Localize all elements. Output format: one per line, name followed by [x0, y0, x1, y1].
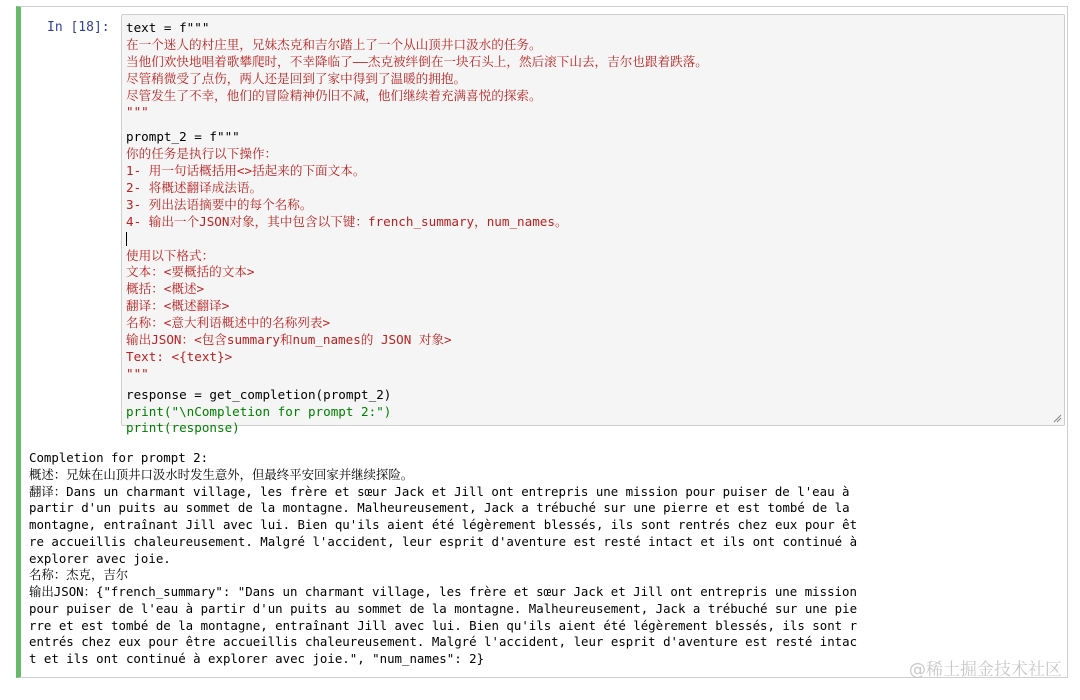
code-line-text: prompt_2 = f""": [126, 129, 240, 145]
code-line: [126, 420, 708, 437]
code-line-text: print("\nCompletion for prompt 2:"): [126, 403, 392, 419]
output-line: re accueillis chaleureusement. Malgré l'accident, leur esprit d'aventure est resté intact et ils ont continué à: [29, 533, 858, 549]
code-line-text: 翻译：<概述翻译>: [126, 298, 230, 314]
code-line: [126, 315, 708, 332]
output-line: entrés chez eux pour être accueillis chaleureusement. Malgré l'accident, leur esprit d'aventure est resté intac: [29, 634, 858, 650]
output-line: Completion for prompt 2:: [29, 450, 209, 465]
output-line: explorer avec joie.: [29, 550, 171, 566]
code-line: [126, 264, 708, 281]
code-line-text: 在一个迷人的村庄里，兄妹杰克和吉尔踏上了一个从山顶井口汲水的任务。: [126, 36, 542, 52]
code-line-text: 输出JSON：<包含summary和num_names的 JSON 对象>: [126, 332, 452, 348]
code-line: [126, 332, 708, 349]
code-line-text: 使用以下格式：: [126, 247, 215, 263]
output-line: 输出JSON：{"french_summary": "Dans un charmant village, les frère et sœur Jack et Jill ont entrepris une mission: [29, 584, 857, 599]
code-editor[interactable]: [121, 14, 1065, 436]
cell-output: [29, 450, 857, 668]
code-line-text: text = f""": [126, 20, 210, 35]
code-line: [126, 37, 708, 54]
code-line-text: """: [126, 104, 149, 120]
output-line: 概述：兄妹在山顶井口汲水时发生意外，但最终平安回家并继续探险。: [29, 466, 414, 482]
output-line: rre et est tombé de la montagne, entraînant Jill avec lui. Bien qu'ils aient été légèrement blessés, ils sont r: [29, 617, 858, 633]
code-line: [126, 366, 708, 383]
code-line: [126, 104, 708, 121]
code-line-text: 你的任务是执行以下操作：: [126, 146, 278, 162]
notebook-cell[interactable]: [16, 6, 1068, 678]
output-line: partir d'un puits au sommet de la montagne. Malheureusement, Jack a trébuché sur une pierre et est tombé de la: [29, 500, 850, 516]
code-line-text: 尽管发生了不幸，他们的冒险精神仍旧不减，他们继续着充满喜悦的探索。: [126, 87, 542, 103]
code-line: [126, 20, 708, 37]
code-line-text: 名称：<意大利语概述中的名称列表>: [126, 315, 331, 331]
text-cursor: [126, 232, 127, 246]
resize-handle-icon[interactable]: [1052, 413, 1062, 423]
code-line: [126, 387, 708, 404]
code-line-text: Text: <{text}>: [126, 348, 233, 364]
code-line-text: 概括：<概述>: [126, 281, 205, 297]
code-line: [126, 404, 708, 421]
output-line: pour puiser de l'eau à partir d'un puits au sommet de la montagne. Malheureusement, Jack a trébuché sur une pie: [29, 600, 858, 616]
code-line-text: 当他们欢快地唱着歌攀爬时，不幸降临了——杰克被绊倒在一块石头上，然后滚下山去，吉尔也跟着跌落。: [126, 53, 708, 69]
output-line: 翻译：Dans un charmant village, les frère et sœur Jack et Jill ont entrepris une mission pour puiser de l'eau à: [29, 483, 850, 499]
code-line: [126, 197, 708, 214]
code-content[interactable]: [126, 20, 708, 437]
code-line: [126, 180, 708, 197]
execution-count-prompt: In [18]:: [47, 20, 110, 35]
watermark: @稀土掘金技术社区: [909, 660, 1062, 680]
code-line-text: 文本：<要概括的文本>: [126, 264, 255, 280]
code-line: [126, 71, 708, 88]
code-line: [126, 281, 708, 298]
code-line: [126, 214, 708, 231]
code-line: [126, 298, 708, 315]
code-line: [126, 248, 708, 265]
code-line: [126, 54, 708, 71]
code-line: [126, 129, 708, 146]
code-line: [126, 163, 708, 180]
code-line: [126, 88, 708, 105]
code-line-text: 4- 输出一个JSON对象，其中包含以下键：french_summary，num_names。: [126, 213, 568, 229]
output-line: 名称：杰克，吉尔: [29, 567, 129, 583]
code-line: [126, 349, 708, 366]
output-line: t et ils ont continué à explorer avec joie.", "num_names": 2}: [29, 651, 485, 666]
code-line: [126, 146, 708, 163]
code-line-text: """: [126, 365, 149, 381]
code-line-text: 尽管稍微受了点伤，两人还是回到了家中得到了温暖的拥抱。: [126, 70, 467, 86]
output-line: montagne, entraînant Jill avec lui. Bien qu'ils aient été légèrement blessés, ils sont rentrés chez eux pour êt: [29, 517, 858, 532]
code-line-text: print(response): [126, 420, 240, 436]
code-line: [126, 231, 708, 248]
code-line-text: response = get_completion(prompt_2): [126, 386, 392, 402]
code-line-text: 3- 列出法语摘要中的每个名称。: [126, 196, 313, 212]
code-line-text: 1- 用一句话概括用<>括起来的下面文本。: [126, 163, 366, 179]
code-line-text: 2- 将概述翻译成法语。: [126, 180, 263, 196]
